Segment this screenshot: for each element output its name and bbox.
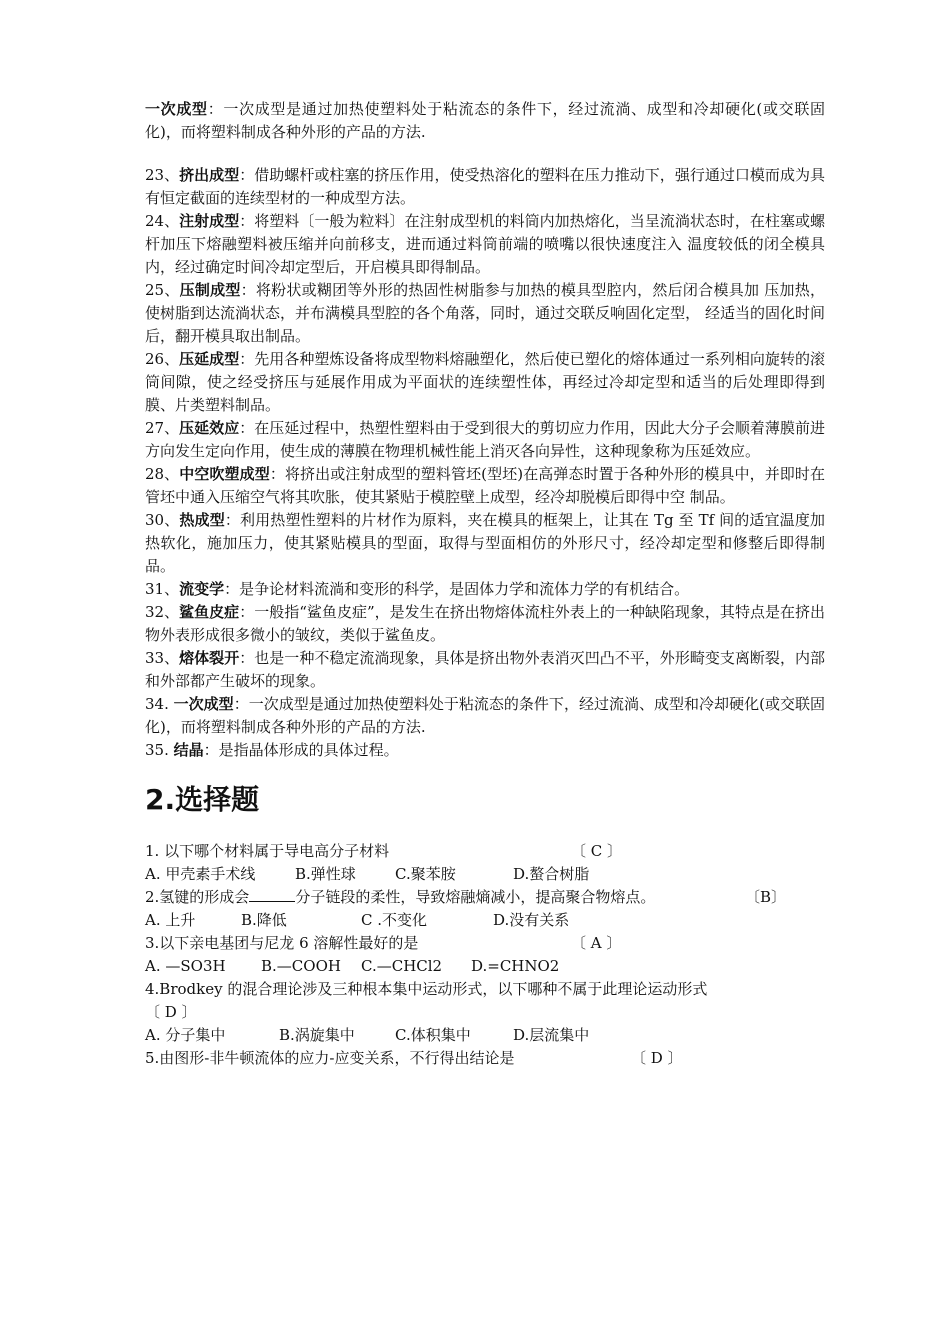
definition-term: 中空吹塑成型 <box>179 465 270 483</box>
option-item: B.降低 <box>241 911 287 929</box>
question-text: 5.由图形-非牛顿流体的应力-应变关系，不行得出结论是 <box>145 1049 515 1067</box>
question-text: 2.氢键的形成会 <box>145 888 250 906</box>
definition-term: 一次成型 <box>173 695 234 713</box>
option-item: C.—CHCl2 <box>361 957 443 975</box>
definition-item <box>145 348 825 417</box>
definition-term: 热成型 <box>179 511 225 529</box>
definition-number: 28、 <box>145 465 180 483</box>
definition-term: 挤出成型 <box>179 166 240 184</box>
option-row <box>145 1024 825 1047</box>
definition-number: 24、 <box>145 212 180 230</box>
definition-item <box>145 647 825 693</box>
document-content <box>145 98 825 1070</box>
definition-term: 流变学 <box>179 580 225 598</box>
definition-item <box>145 509 825 578</box>
option-item: A. 上升 <box>145 911 196 929</box>
option-item: D.层流集中 <box>513 1026 590 1044</box>
question-line <box>145 840 825 863</box>
question-answer: 〔 C 〕 <box>571 842 623 860</box>
question-text: 4.Brodkey 的混合理论涉及三种根本集中运动形式，以下哪种不属于此理论运动形式 <box>145 980 708 998</box>
definition-item <box>145 693 825 739</box>
definition-number: 33、 <box>145 649 180 667</box>
definition-number: 34. <box>145 695 174 713</box>
definition-item <box>145 578 825 601</box>
option-item: B.—COOH <box>261 957 341 975</box>
questions-list <box>145 840 825 1070</box>
definition-text: ：一般指“鲨鱼皮症”，是发生在挤出物熔体流柱外表上的一种缺陷现象，其特点是在挤出物外表形成很多微小的皱纹，类似于鲨鱼皮。 <box>145 603 826 644</box>
definition-item <box>145 463 825 509</box>
definition-item <box>145 98 825 144</box>
definition-item <box>145 417 825 463</box>
definition-term: 一次成型 <box>145 100 208 118</box>
definition-term: 注射成型 <box>179 212 240 230</box>
definition-number: 32、 <box>145 603 180 621</box>
option-row <box>145 863 825 886</box>
option-item: B.涡旋集中 <box>279 1026 355 1044</box>
option-item: A. 分子集中 <box>145 1026 226 1044</box>
definition-text: ：利用热塑性塑料的片材作为原料，夹在模具的框架上，让其在 Tg 至 Tf 间的适宜温度加热软化，施加压力，使其紧贴模具的型面，取得与型面相仿的外形尺寸，经冷却定型和修整后即得制品。 <box>145 511 825 575</box>
question-text: 3.以下亲电基团与尼龙 6 溶解性最好的是 <box>145 934 419 952</box>
definition-text: ：将塑料〔一般为粒料〕在注射成型机的料筒内加热熔化，当呈流淌状态时，在柱塞或螺杆加压下熔融塑料被压缩并向前移支，进而通过料筒前端的喷嘴以很快速度注入 温度较低的闭全模具内，经过确定时间冷却定型后，开启模具即得制品。 <box>145 212 825 276</box>
question-answer: 〔B〕 <box>745 888 787 906</box>
question-answer-line <box>145 1001 825 1024</box>
option-item: D.=CHNO2 <box>471 957 560 975</box>
question-text-continued: 分子链段的柔性，导致熔融熵减小，提高聚合物熔点。 <box>295 888 656 906</box>
definition-number: 25、 <box>145 281 180 299</box>
option-item: A. 甲壳素手术线 <box>145 865 256 883</box>
definition-term: 压制成型 <box>179 281 241 299</box>
definition-text: ：在压延过程中，热塑性塑料由于受到很大的剪切应力作用，因此大分子会顺着薄膜前进方向发生定向作用，使生成的薄膜在物理机械性能上消灭各向异性，这种现象称为压延效应。 <box>145 419 825 460</box>
question-line <box>145 1047 825 1070</box>
definition-term: 熔体裂开 <box>179 649 240 667</box>
definition-item <box>145 279 825 348</box>
paragraph-gap <box>145 144 825 164</box>
definition-text: ：是争论材料流淌和变形的科学，是固体力学和流体力学的有机结合。 <box>224 580 690 598</box>
option-item: C .不变化 <box>361 911 428 929</box>
question-answer: 〔 D 〕 <box>145 1003 197 1021</box>
definition-text: ：先用各种塑炼设备将成型物料熔融塑化，然后使已塑化的熔体通过一系列相向旋转的滚筒间隙，使之经受挤压与延展作用成为平面状的连续塑性体，再经过冷却定型和适当的后处理即得到膜、片类塑料制品。 <box>145 350 825 414</box>
definition-text: ：将粉状或糊团等外形的热固性树脂参与加热的模具型腔内，然后闭合模具加 压加热，使树脂到达流淌状态，并布满模具型腔的各个角落，同时，通过交联反响固化定型， 经适当的固化时间后，翻开模具取出制品。 <box>145 281 825 345</box>
option-item: D.没有关系 <box>493 911 570 929</box>
definition-text: ：将挤出或注射成型的塑料管坯(型坯)在高弹态时置于各种外形的模具中，并即时在管坯中通入压缩空气将其吹胀，使其紧贴于模腔壁上成型，经冷却脱模后即得中空 制品。 <box>145 465 825 506</box>
option-item: D.螯合树脂 <box>513 865 590 883</box>
option-item: A. —SO3H <box>145 957 226 975</box>
question-line <box>145 886 825 909</box>
definition-item <box>145 210 825 279</box>
option-row <box>145 909 825 932</box>
question-line <box>145 978 825 1001</box>
definition-text: ：一次成型是通过加热使塑料处于粘流态的条件下，经过流淌、成型和冷却硬化(或交联固化)，而将塑料制成各种外形的产品的方法. <box>145 100 825 141</box>
definition-text: ：一次成型是通过加热使塑料处于粘流态的条件下，经过流淌、成型和冷却硬化(或交联固化)，而将塑料制成各种外形的产品的方法. <box>145 695 825 736</box>
definition-text: ：借助螺杆或柱塞的挤压作用，使受热溶化的塑料在压力推动下，强行通过口模而成为具有恒定截面的连续型材的一种成型方法。 <box>145 166 825 207</box>
option-item: B.弹性球 <box>295 865 356 883</box>
section-heading: 2.选择题 <box>145 783 260 816</box>
definition-term: 压延成型 <box>179 350 240 368</box>
definition-number: 35. <box>145 741 174 759</box>
question-answer: 〔 D 〕 <box>631 1049 683 1067</box>
option-item: C.聚苯胺 <box>395 865 456 883</box>
definition-term: 压延效应 <box>179 419 240 437</box>
definition-item <box>145 164 825 210</box>
option-row <box>145 955 825 978</box>
definition-number: 26、 <box>145 350 180 368</box>
question-text: 1. 以下哪个材料属于导电高分子材料 <box>145 842 390 860</box>
definition-item <box>145 601 825 647</box>
definition-term: 结晶 <box>173 741 204 759</box>
option-item: C.体积集中 <box>395 1026 471 1044</box>
definition-number: 31、 <box>145 580 180 598</box>
definition-term: 鲨鱼皮症 <box>179 603 240 621</box>
question-answer: 〔 A 〕 <box>571 934 622 952</box>
definition-number: 23、 <box>145 166 180 184</box>
definition-number: 30、 <box>145 511 180 529</box>
definition-text: ：也是一种不稳定流淌现象，具体是挤出物外表消灭凹凸不平，外形畸变支离断裂，内部和外部都产生破坏的现象。 <box>145 649 825 690</box>
definition-text: ：是指晶体形成的具体过程。 <box>203 741 399 759</box>
definition-item <box>145 739 825 762</box>
question-line <box>145 932 825 955</box>
fill-blank <box>249 887 295 902</box>
definition-number: 27、 <box>145 419 180 437</box>
definitions-list <box>145 98 825 762</box>
